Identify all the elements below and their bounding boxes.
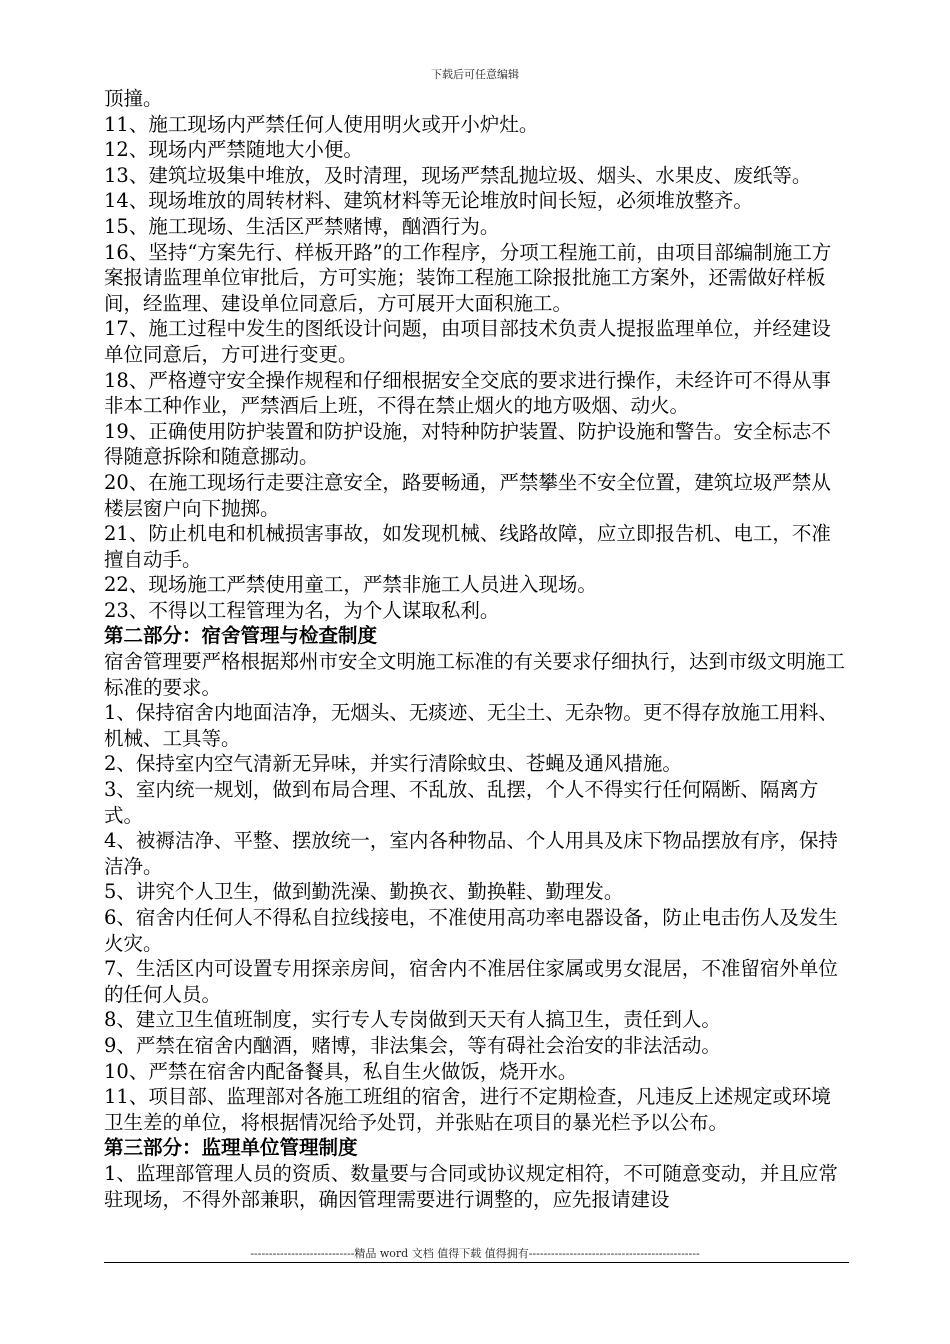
paragraph: 2、保持室内空气清新无异味，并实行清除蚊虫、苍蝇及通风措施。 [104, 752, 682, 776]
paragraph: 3、室内统一规划，做到布局合理、不乱放、乱摆，个人不得实行任何隔断、隔离方式。 [104, 778, 819, 827]
paragraph: 16、坚持“方案先行、样板开路”的工作程序，分项工程施工前，由项目部编制施工方案报请监理单位审批后，方可实施；装饰工程施工除报批施工方案外，还需做好样板间，经监理、建设单位同意后，方可展开大面积施工。 [104, 240, 832, 315]
section-heading: 第三部分：监理单位管理制度 [104, 1136, 358, 1160]
paragraph: 12、现场内严禁随地大小便。 [104, 138, 363, 162]
paragraph: 22、现场施工严禁使用童工，严禁非施工人员进入现场。 [104, 573, 597, 597]
paragraph: 17、施工过程中发生的图纸设计问题，由项目部技术负责人提报监理单位，并经建设单位同意后，方可进行变更。 [104, 317, 831, 366]
paragraph: 19、正确使用防护装置和防护设施，对特种防护装置、防护设施和警告。安全标志不得随意拆除和随意挪动。 [104, 419, 831, 469]
document-body [104, 86, 849, 1212]
footer-rule [104, 1262, 849, 1263]
section-heading: 第二部分：宿舍管理与检查制度 [104, 624, 378, 648]
page-header: 下载后可任意编辑 [431, 68, 519, 81]
paragraph: 1、保持宿舍内地面洁净，无烟头、无痰迹、无尘土、无杂物。更不得存放施工用料、机械、工具等。 [104, 701, 838, 750]
paragraph: 11、施工现场内严禁任何人使用明火或开小炉灶。 [104, 112, 539, 136]
paragraph: 13、建筑垃圾集中堆放，及时清理，现场严禁乱抛垃圾、烟头、水果皮、废纸等。 [104, 163, 812, 187]
paragraph: 5、讲究个人卫生，做到勤洗澡、勤换衣、勤换鞋、勤理发。 [104, 880, 624, 904]
paragraph: 顶撞。 [104, 87, 163, 110]
paragraph: 7、生活区内可设置专用探亲房间，宿舍内不准居住家属或男女混居，不准留宿外单位的任何人员。 [104, 957, 838, 1006]
paragraph: 18、严格遵守安全操作规程和仔细根据安全交底的要求进行操作，未经许可不得从事非本工种作业，严禁酒后上班，不得在禁止烟火的地方吸烟、动火。 [104, 368, 831, 418]
paragraph: 1、监理部管理人员的资质、数量要与合同或协议规定相符，不可随意变动，并且应常驻现场，不得外部兼职，确因管理需要进行调整的，应先报请建设 [104, 1161, 838, 1211]
paragraph: 8、建立卫生值班制度，实行专人专岗做到天天有人搞卫生，责任到人。 [104, 1008, 721, 1032]
page-footer: ----------------------------精品 word 文档 值得下载 值得拥有---------------------------------------------- [250, 1247, 700, 1260]
paragraph: 10、严禁在宿舍内配备餐具，私自生火做饭，烧开水。 [104, 1059, 578, 1083]
paragraph: 6、宿舍内任何人不得私自拉线接电，不准使用高功率电器设备，防止电击伤人及发生火灾。 [104, 906, 838, 955]
paragraph: 23、不得以工程管理为名，为个人谋取私利。 [104, 598, 500, 622]
paragraph: 11、项目部、监理部对各施工班组的宿舍，进行不定期检查，凡违反上述规定或环境卫生差的单位，将根据情况给予处罚，并张贴在项目的暴光栏予以公布。 [104, 1085, 831, 1134]
paragraph: 宿舍管理要严格根据郑州市安全文明施工标准的有关要求仔细执行，达到市级文明施工标准的要求。 [104, 650, 846, 699]
paragraph: 20、在施工现场行走要注意安全，路要畅通，严禁攀坐不安全位置，建筑垃圾严禁从楼层窗户向下抛掷。 [104, 470, 831, 520]
paragraph: 15、施工现场、生活区严禁赌博，酗酒行为。 [104, 214, 500, 238]
paragraph: 4、被褥洁净、平整、摆放统一，室内各种物品、个人用具及床下物品摆放有序，保持洁净。 [104, 829, 838, 878]
paragraph: 14、现场堆放的周转材料、建筑材料等无论堆放时间长短，必须堆放整齐。 [104, 189, 753, 213]
paragraph: 21、防止机电和机械损害事故，如发现机械、线路故障，应立即报告机、电工，不准擅自动手。 [104, 522, 831, 571]
paragraph: 9、严禁在宿舍内酗酒，赌博，非法集会，等有碍社会治安的非法活动。 [104, 1033, 721, 1057]
